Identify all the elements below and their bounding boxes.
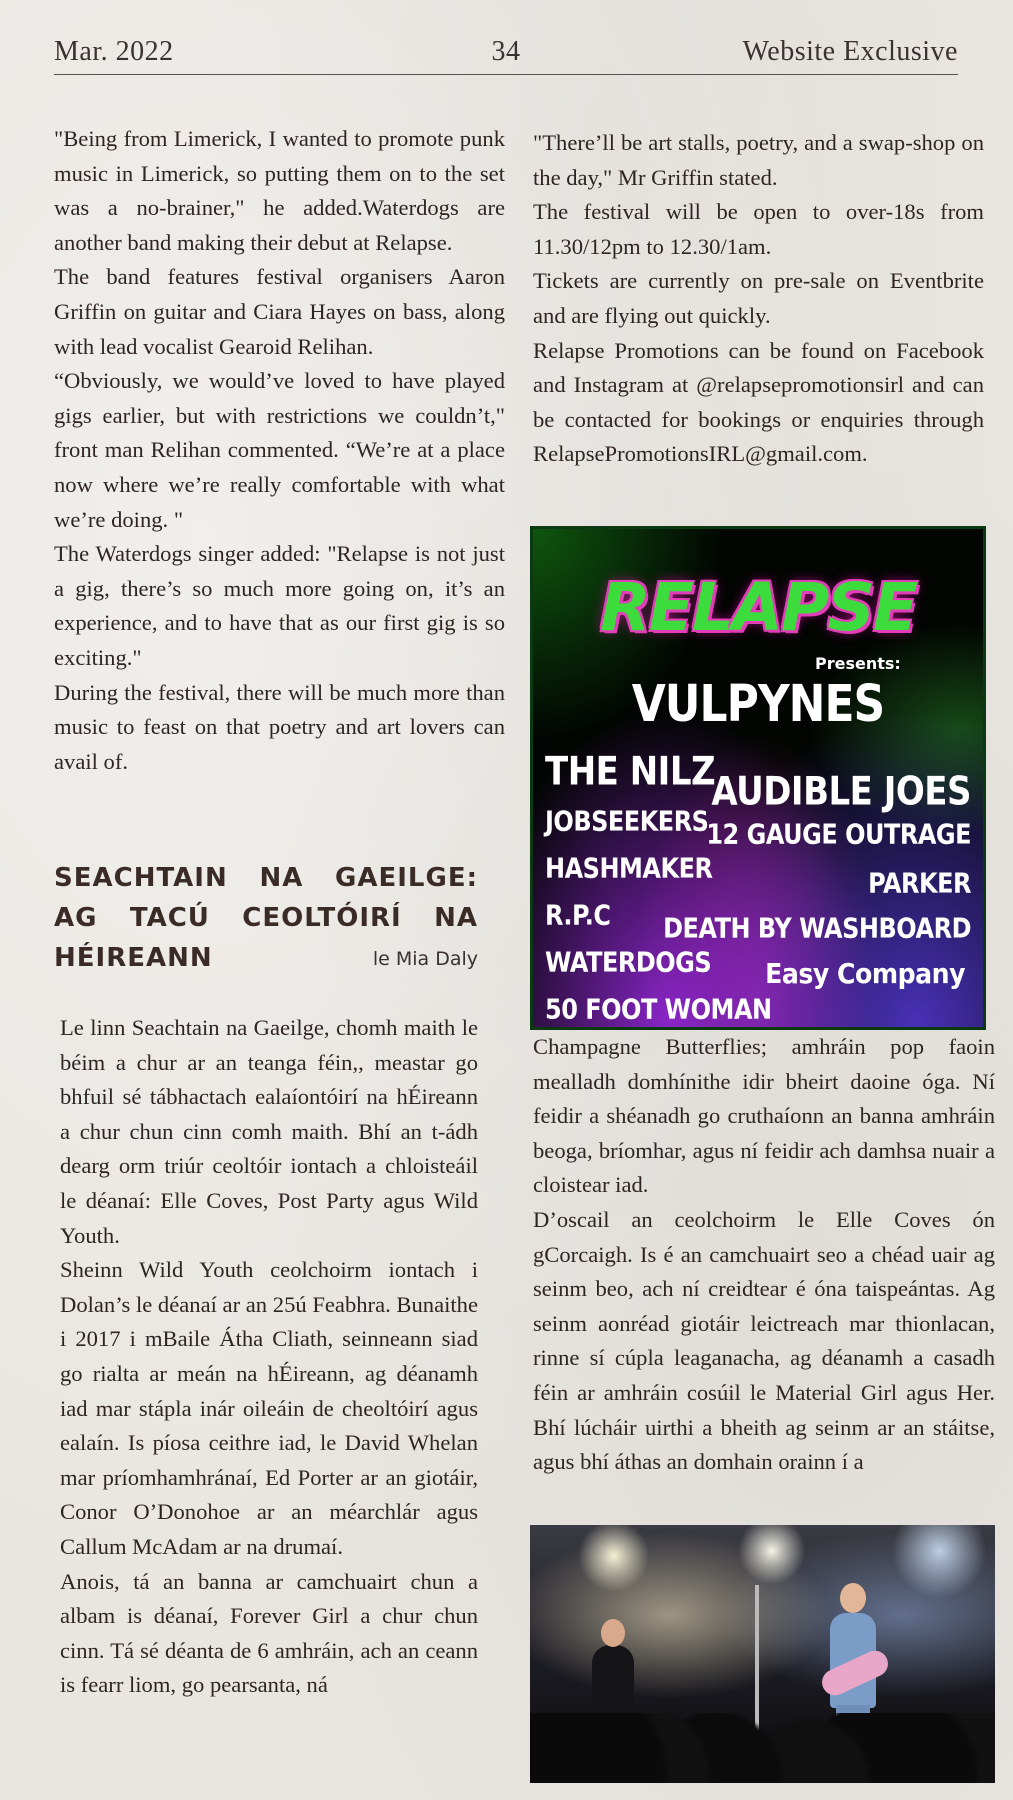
paragraph: During the festival, there will be much more than music to feast on that poetry and art lovers can avail of.: [54, 679, 505, 774]
poster-headliner: VULPYNES: [631, 675, 885, 734]
paragraph: Champagne Butterflies; amhráin pop faoin mealladh domhínithe idir bheirt daoine óga. Ní feidir a shéanadh go cruthaíonn an banna amhráin beoga, bríomhar, agus ní feidir ach damhsa nuair a cloistear iad.: [533, 1034, 995, 1198]
crowd-silhouette: [530, 1713, 995, 1783]
poster-act: 12 GAUGE OUTRAGE: [706, 818, 971, 851]
paragraph: "There’ll be art stalls, poetry, and a swap-shop on the day," Mr Griffin stated.: [533, 130, 984, 190]
poster-act: PARKER: [868, 867, 971, 900]
article-heading: SEACHTAIN NA GAEILGE: AG TACÚ CEOLTÓIRÍ NA HÉIREANN: [54, 863, 478, 973]
paragraph: Sheinn Wild Youth ceolchoirm iontach i Dolan’s le déanaí ar an 25ú Feabhra. Bunaithe i 2017 i mBaile Átha Cliath, seinneann siad go rialta ar meán na hÉireann, ag déanamh iad mar stápla inár oileáin de cheoltóirí agus ealaín. Is píosa ceithre iad, le David Whelan mar príomhamhránaí, Ed Porter ar an giotáir, Conor O’Donohoe ar an méarchlár agus Callum McAdam ar na drumaí.: [60, 1257, 478, 1559]
poster-act: AUDIBLE JOES: [711, 769, 971, 815]
page-number: 34: [491, 36, 521, 67]
concert-photo: [530, 1525, 995, 1783]
poster-act: 50 FOOT WOMAN: [545, 993, 772, 1026]
section-label: Website Exclusive: [742, 36, 958, 67]
article-column-1: [54, 122, 505, 779]
paragraph: "Being from Limerick, I wanted to promote punk music in Limerick, so putting them on to the set was a no-brainer," he added.Waterdogs are another band making their debut at Relapse.: [54, 126, 505, 255]
poster-presents: Presents:: [815, 654, 901, 673]
paragraph: The festival will be open to over-18s from 11.30/12pm to 12.30/1am.: [533, 199, 984, 259]
poster-act: HASHMAKER: [545, 852, 713, 885]
paragraph: Relapse Promotions can be found on Facebook and Instagram at @relapsepromotionsirl and can be contacted for bookings or enquiries through RelapsePromotionsIRL@gmail.com.: [533, 337, 984, 467]
poster-act: R.P.C: [545, 899, 611, 932]
paragraph: Anois, tá an banna ar camchuairt chun a albam is déanaí, Forever Girl a chur chun cinn. Tá sé déanta de 6 amhráin, ach an ceann is fearr liom, go pearsanta, ná: [60, 1568, 478, 1698]
poster-act: WATERDOGS: [545, 946, 712, 979]
article-column-4: [533, 1030, 995, 1480]
paragraph: The Waterdogs singer added: "Relapse is not just a gig, there’s so much more going on, it’s an experience, and to have that as our first gig is so exciting.": [54, 541, 505, 670]
paragraph: Tickets are currently on pre-sale on Eventbrite and are flying out quickly.: [533, 268, 984, 328]
article-column-2: [533, 126, 984, 472]
paragraph: The band features festival organisers Aaron Griffin on guitar and Ciara Hayes on bass, along with lead vocalist Gearoid Relihan.: [54, 264, 505, 359]
poster-act: DEATH BY WASHBOARD: [663, 912, 971, 945]
relapse-logo: RELAPSE: [599, 569, 917, 646]
article-column-3: [60, 1011, 478, 1703]
poster-act: Easy Company: [765, 957, 965, 990]
paragraph: D’oscail an ceolchoirm le Elle Coves ón gCorcaigh. Is é an camchuairt seo a chéad uair ag seinm beo, ach ní creidtear é óna taispeántas. Ag seinm aonréad giotáir leictreach mar thionlacan, rinne sí cúpla leaganacha, ag déanamh a casadh féin ar amhráin cosúil le Material Girl agus Her. Bhí lúcháir uirthi a bheith ag seinm ar an stáitse, agus bhí áthas an domhain orainn í a: [533, 1206, 995, 1475]
poster-act: THE NILZ: [545, 749, 716, 795]
relapse-festival-poster: [530, 526, 986, 1030]
article-byline: le Mia Daly: [372, 948, 478, 970]
paragraph: Le linn Seachtain na Gaeilge, chomh maith le béim a chur ar an teanga féin,, meastar go bhfuil sé tábhactach ealaíontóirí na hÉireann a chur chun cinn comh maith. Bhí an t-ádh dearg orm triúr ceoltóir iontach a chloisteáil le déanaí: Elle Coves, Post Party agus Wild Youth.: [60, 1015, 478, 1248]
paragraph: “Obviously, we would’ve loved to have played gigs earlier, but with restrictions we couldn’t," front man Relihan commented. “We’re at a place now where we’re really comfortable with what we’re doing. ": [54, 368, 505, 532]
poster-act: JOBSEEKERS: [545, 805, 709, 838]
page-header: [54, 36, 958, 75]
issue-date: Mar. 2022: [54, 36, 174, 67]
